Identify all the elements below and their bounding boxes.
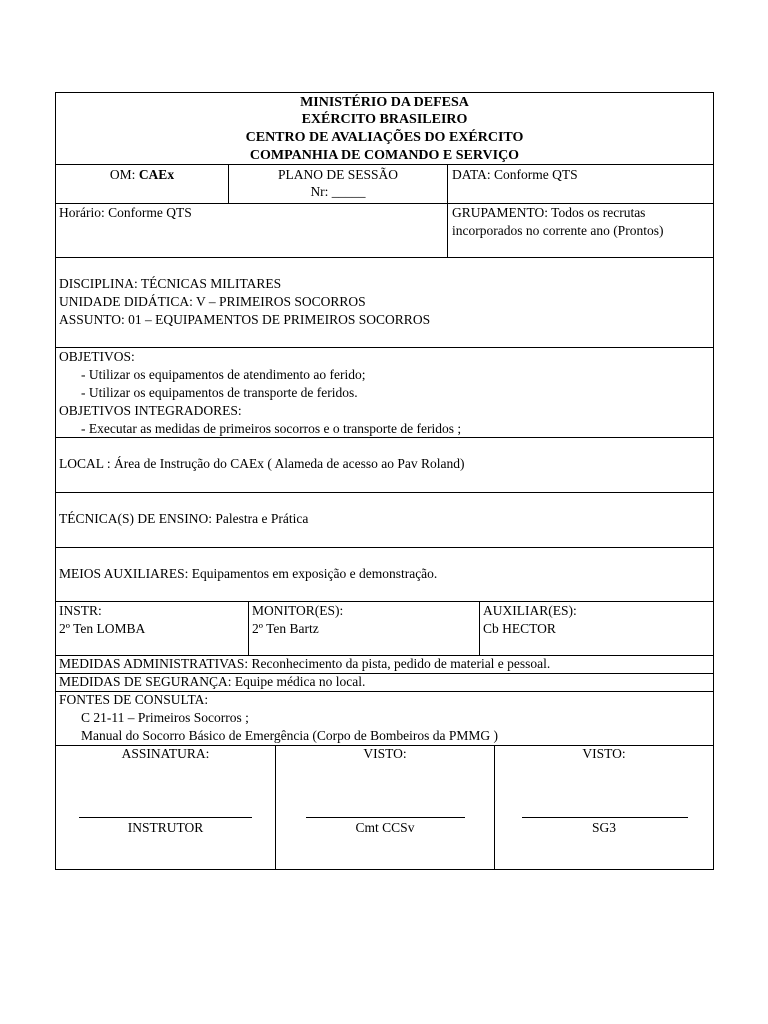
cell-assinatura-instrutor xyxy=(56,746,275,869)
instr-value: 2º Ten LOMBA xyxy=(59,621,146,636)
medidas-administrativas-value: MEDIDAS ADMINISTRATIVAS: Reconhecimento da pista, pedido de material e pessoal. xyxy=(59,656,551,671)
cell-monitor xyxy=(248,602,479,655)
row-horario-grupamento xyxy=(56,203,713,257)
row-assinaturas xyxy=(56,745,713,869)
cell-auxiliar xyxy=(479,602,713,655)
session-plan-form xyxy=(55,92,714,870)
monitor-value: 2º Ten Bartz xyxy=(252,621,319,636)
header-army: EXÉRCITO BRASILEIRO xyxy=(301,112,468,127)
meios-value: MEIOS AUXILIARES: Equipamentos em exposição e demonstração. xyxy=(59,566,438,581)
cmt-ccsv-name: Cmt CCSv xyxy=(355,820,415,835)
medidas-seguranca-value: MEDIDAS DE SEGURANÇA: Equipe médica no local. xyxy=(59,674,366,689)
plano-nr: Nr: _____ xyxy=(310,184,366,199)
assinatura-title: ASSINATURA: xyxy=(121,746,210,761)
objetivo-item: - Utilizar os equipamentos de transporte de feridos. xyxy=(81,385,358,400)
row-disciplina xyxy=(56,257,713,347)
row-pessoal xyxy=(56,601,713,655)
instr-label: INSTR: xyxy=(59,603,102,618)
cell-om xyxy=(56,165,228,203)
form-header xyxy=(56,93,713,164)
grupamento-line1: GRUPAMENTO: Todos os recrutas xyxy=(452,205,646,220)
row-fontes xyxy=(56,691,713,745)
fonte-item: C 21-11 – Primeiros Socorros ; xyxy=(81,710,249,725)
header-center: CENTRO DE AVALIAÇÕES DO EXÉRCITO xyxy=(245,130,524,145)
om-label: OM: xyxy=(109,167,139,182)
cell-data xyxy=(447,165,713,203)
tecnicas-value: TÉCNICA(S) DE ENSINO: Palestra e Prática xyxy=(59,511,309,526)
auxiliar-value: Cb HECTOR xyxy=(483,621,556,636)
objetivo-integrador-item: - Executar as medidas de primeiros socorros e o transporte de feridos ; xyxy=(81,421,462,436)
header-ministry: MINISTÉRIO DA DEFESA xyxy=(300,95,469,110)
row-medidas-administrativas xyxy=(56,655,713,673)
grupamento-line2: incorporados no corrente ano (Prontos) xyxy=(452,223,664,238)
fonte-item: Manual do Socorro Básico de Emergência (Corpo de Bombeiros da PMMG ) xyxy=(81,728,499,743)
local-value: LOCAL : Área de Instrução do CAEx ( Alameda de acesso ao Pav Roland) xyxy=(59,456,465,471)
header-company: COMPANHIA DE COMANDO E SERVIÇO xyxy=(249,148,520,163)
row-meios xyxy=(56,547,713,601)
cell-instr xyxy=(56,602,248,655)
unidade-didatica-line: UNIDADE DIDÁTICA: V – PRIMEIROS SOCORROS xyxy=(59,294,366,309)
row-tecnicas xyxy=(56,492,713,547)
cell-visto-sg3 xyxy=(494,746,713,869)
row-om-plano-data xyxy=(56,164,713,203)
sg3-name: SG3 xyxy=(591,820,616,835)
cell-plano xyxy=(228,165,447,203)
objetivos-title: OBJETIVOS: xyxy=(59,349,135,364)
visto-title: VISTO: xyxy=(582,746,626,761)
cell-visto-cmt xyxy=(275,746,494,869)
instrutor-name: INSTRUTOR xyxy=(127,820,204,835)
objetivos-integradores-title: OBJETIVOS INTEGRADORES: xyxy=(59,403,242,418)
signature-line xyxy=(522,817,688,818)
disciplina-line: DISCIPLINA: TÉCNICAS MILITARES xyxy=(59,276,282,291)
cell-horario xyxy=(56,204,447,257)
signature-line xyxy=(306,817,465,818)
row-local xyxy=(56,437,713,492)
visto-title: VISTO: xyxy=(363,746,407,761)
monitor-label: MONITOR(ES): xyxy=(252,603,344,618)
signature-line xyxy=(79,817,252,818)
cell-grupamento xyxy=(447,204,713,257)
auxiliar-label: AUXILIAR(ES): xyxy=(483,603,577,618)
fontes-title: FONTES DE CONSULTA: xyxy=(59,692,209,707)
data-value: DATA: Conforme QTS xyxy=(452,167,578,182)
plano-title: PLANO DE SESSÃO xyxy=(277,167,399,182)
row-medidas-seguranca xyxy=(56,673,713,691)
assunto-line: ASSUNTO: 01 – EQUIPAMENTOS DE PRIMEIROS SOCORROS xyxy=(59,312,431,327)
om-value: CAEx xyxy=(138,167,175,182)
objetivo-item: - Utilizar os equipamentos de atendimento ao ferido; xyxy=(81,367,366,382)
horario-value: Horário: Conforme QTS xyxy=(59,205,192,220)
row-objetivos xyxy=(56,347,713,437)
